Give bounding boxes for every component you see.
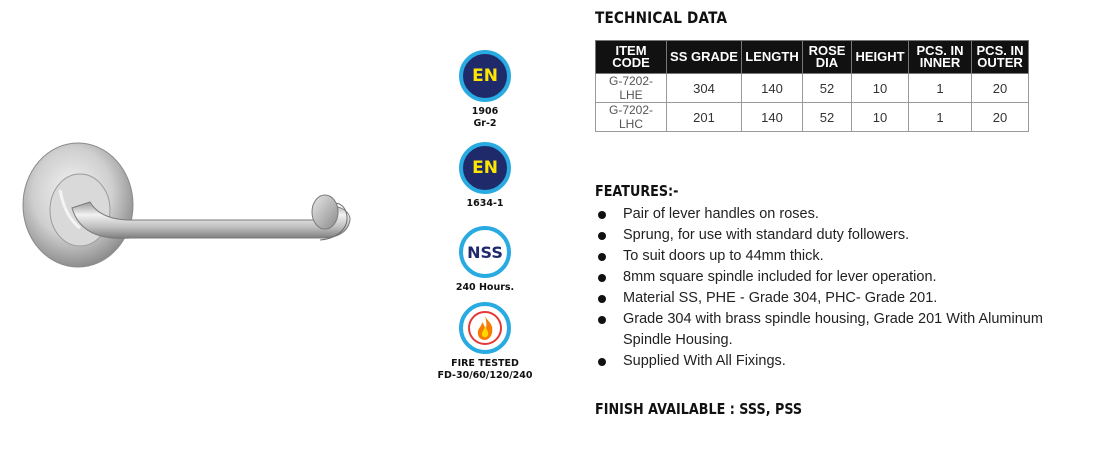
cell-pcs-inner: 1	[909, 74, 972, 103]
nss-icon: NSS	[459, 226, 511, 278]
badge-caption: 240 Hours.	[455, 282, 515, 293]
badge-caption: FIRE TESTED FD-30/60/120/240	[437, 358, 533, 381]
list-item: 8mm square spindle included for lever operation.	[595, 267, 1095, 288]
technical-data-title: TECHNICAL DATA	[595, 8, 728, 27]
list-item: Supplied With All Fixings.	[595, 351, 1095, 372]
bullet-icon	[598, 211, 606, 219]
list-item: To suit doors up to 44mm thick.	[595, 246, 1095, 267]
cell-rose-dia: 52	[803, 74, 852, 103]
list-item: Material SS, PHE - Grade 304, PHC- Grade 201.	[595, 288, 1095, 309]
cell-pcs-inner: 1	[909, 103, 972, 132]
header-rose-dia: ROSE DIA	[803, 41, 852, 74]
badge-caption: 1634-1	[466, 198, 504, 209]
cell-length: 140	[742, 103, 803, 132]
en-1906-badge	[420, 50, 550, 130]
cell-height: 10	[852, 74, 909, 103]
header-pcs-outer: PCS. IN OUTER	[972, 41, 1029, 74]
cell-height: 10	[852, 103, 909, 132]
lever-handle-image	[20, 140, 370, 290]
cell-ss-grade: 304	[667, 74, 742, 103]
fire-tested-badge	[420, 302, 550, 382]
header-pcs-inner: PCS. IN INNER	[909, 41, 972, 74]
table-header-row	[596, 41, 1029, 74]
fire-icon	[459, 302, 511, 354]
list-item: Grade 304 with brass spindle housing, Grade 201 With Aluminum Spindle Housing.	[595, 309, 1095, 351]
cell-item-code: G-7202-LHC	[596, 103, 667, 132]
header-height: HEIGHT	[852, 41, 909, 74]
cell-pcs-outer: 20	[972, 103, 1029, 132]
finish-available: FINISH AVAILABLE : SSS, PSS	[595, 400, 803, 418]
features-title: FEATURES:-	[595, 182, 679, 200]
table-row	[596, 103, 1029, 132]
features-list	[595, 204, 1095, 372]
bullet-icon	[598, 253, 606, 261]
badge-caption: 1906 Gr-2	[471, 106, 499, 129]
en-icon: EN	[459, 142, 511, 194]
en-icon: EN	[459, 50, 511, 102]
bullet-icon	[598, 358, 606, 366]
nss-badge	[420, 226, 550, 294]
bullet-icon	[598, 274, 606, 282]
bullet-icon	[598, 316, 606, 324]
bullet-icon	[598, 295, 606, 303]
en-1634-badge	[420, 142, 550, 210]
cell-rose-dia: 52	[803, 103, 852, 132]
cell-ss-grade: 201	[667, 103, 742, 132]
header-ss-grade: SS GRADE	[667, 41, 742, 74]
technical-data-table	[595, 40, 1029, 132]
list-item: Pair of lever handles on roses.	[595, 204, 1095, 225]
cell-pcs-outer: 20	[972, 74, 1029, 103]
header-length: LENGTH	[742, 41, 803, 74]
table-row	[596, 74, 1029, 103]
bullet-icon	[598, 232, 606, 240]
cell-length: 140	[742, 74, 803, 103]
cell-item-code: G-7202-LHE	[596, 74, 667, 103]
header-item-code: ITEM CODE	[596, 41, 667, 74]
list-item: Sprung, for use with standard duty followers.	[595, 225, 1095, 246]
